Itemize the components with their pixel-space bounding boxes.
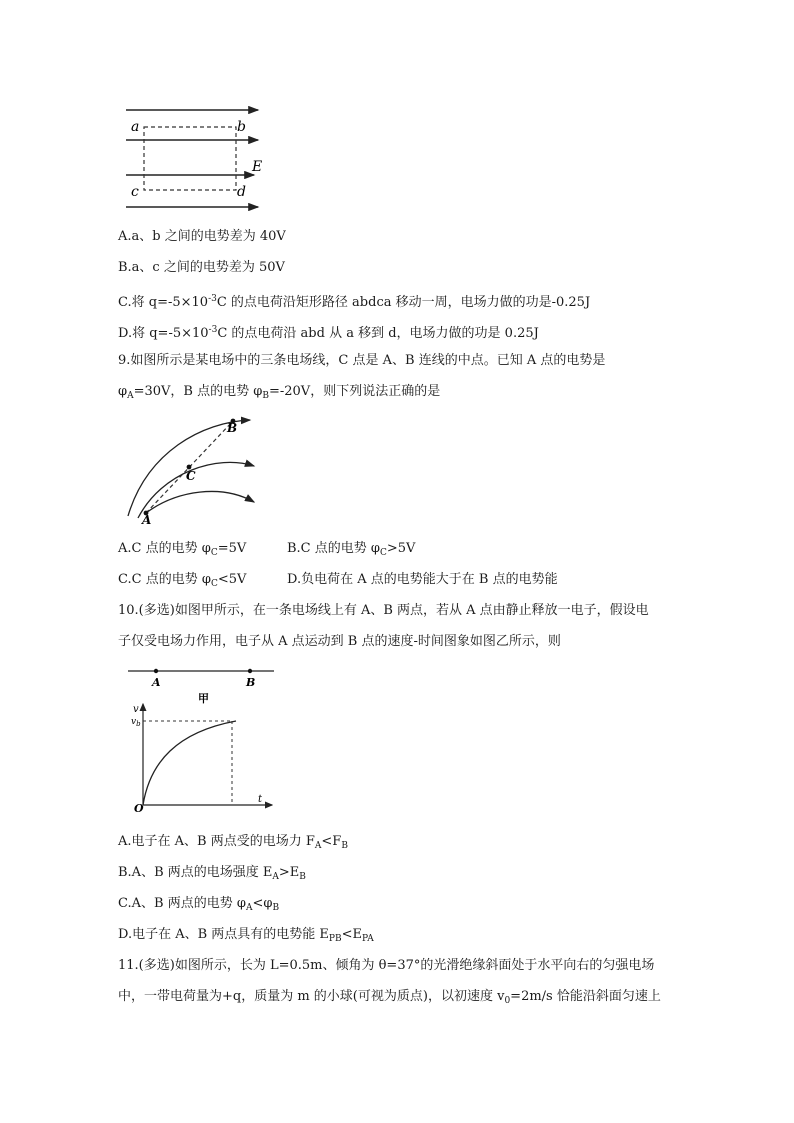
q9-option-d: D.负电荷在 A 点的电势能大于在 B 点的电势能 [287,572,558,587]
q10-option-b: B.A、B 两点的电场强度 $E_A>E_B$ [118,865,306,882]
q11-line1: 11.(多选)如图所示，长为 L=0.5m、倾角为 θ=37°的光滑绝缘斜面处于水平向右的匀强电场 [118,958,655,973]
q8-option-b: B.a、c 之间的电势差为 50V [118,260,285,275]
label-C: C [186,469,196,483]
label-a: a [131,119,140,135]
q9-stem-line2: $\varphi_A=30V$，B 点的电势 $\varphi_B=-20V$，则下列说法正确的是 [118,384,441,401]
label-vb: $v_b$ [131,717,141,728]
label-jia: 甲 [198,692,209,705]
label-B: B [227,421,238,435]
q9-option-c: C.C 点的电势 $\varphi_C<5V$ [118,572,247,589]
curved-field-figure [122,412,267,528]
q9-option-b: B.C 点的电势 $\varphi_C>5V$ [287,541,416,558]
point-A [154,669,158,673]
q8-option-c: C.将 $q=-5\times 10^{-3}C$ 的点电荷沿矩形路径 abdca 移动一周，电场力做的功是-0.25J [118,294,591,310]
q10-option-a: A.电子在 A、B 两点受的电场力 $F_A<F_B$ [118,834,348,851]
vt-graph-figure [122,662,282,814]
label-t: t [258,794,263,805]
q11-line2: 中，一带电荷量为+q，质量为 m 的小球(可视为质点)，以初速度 $v_0=2m/s$ 恰能沿斜面匀速上 [118,989,661,1006]
uniform-field-figure [124,103,269,215]
vt-curve [143,721,236,805]
q9-option-a: A.C 点的电势 $\varphi_C=5V$ [118,541,247,558]
field-line-curve [146,491,254,513]
q8-option-a: A.a、b 之间的电势差为 40V [118,229,286,244]
label-c: c [131,184,139,200]
q8-option-d: D.将 $q=-5\times 10^{-3}C$ 的点电荷沿 abd 从 a 移到 d，电场力做的功是 0.25J [118,325,539,341]
label-b: b [237,119,246,135]
point-B [248,669,252,673]
label-E: E [252,159,263,175]
q10-stem-line1: 10.(多选)如图甲所示，在一条电场线上有 A、B 两点，若从 A 点由静止释放一电子，假设电 [118,603,649,618]
field-line-curve [138,462,254,518]
label-O: O [134,802,144,814]
q10-stem-line2: 子仅受电场力作用，电子从 A 点运动到 B 点的速度-时间图象如图乙所示，则 [118,634,561,649]
q10-option-d: D.电子在 A、B 两点具有的电势能 $E_{PB}<E_{PA}$ [118,927,374,944]
label-v: v [133,704,139,715]
label-A: A [142,513,152,527]
dashed-rectangle [144,127,236,190]
q9-stem-line1: 9.如图所示是某电场中的三条电场线，C 点是 A、B 连线的中点。已知 A 点的电势是 [118,353,606,368]
label-A: A [152,676,161,689]
label-B: B [246,676,256,689]
q10-option-c: C.A、B 两点的电势 $\varphi_A<\varphi_B$ [118,896,280,913]
label-d: d [237,184,246,200]
